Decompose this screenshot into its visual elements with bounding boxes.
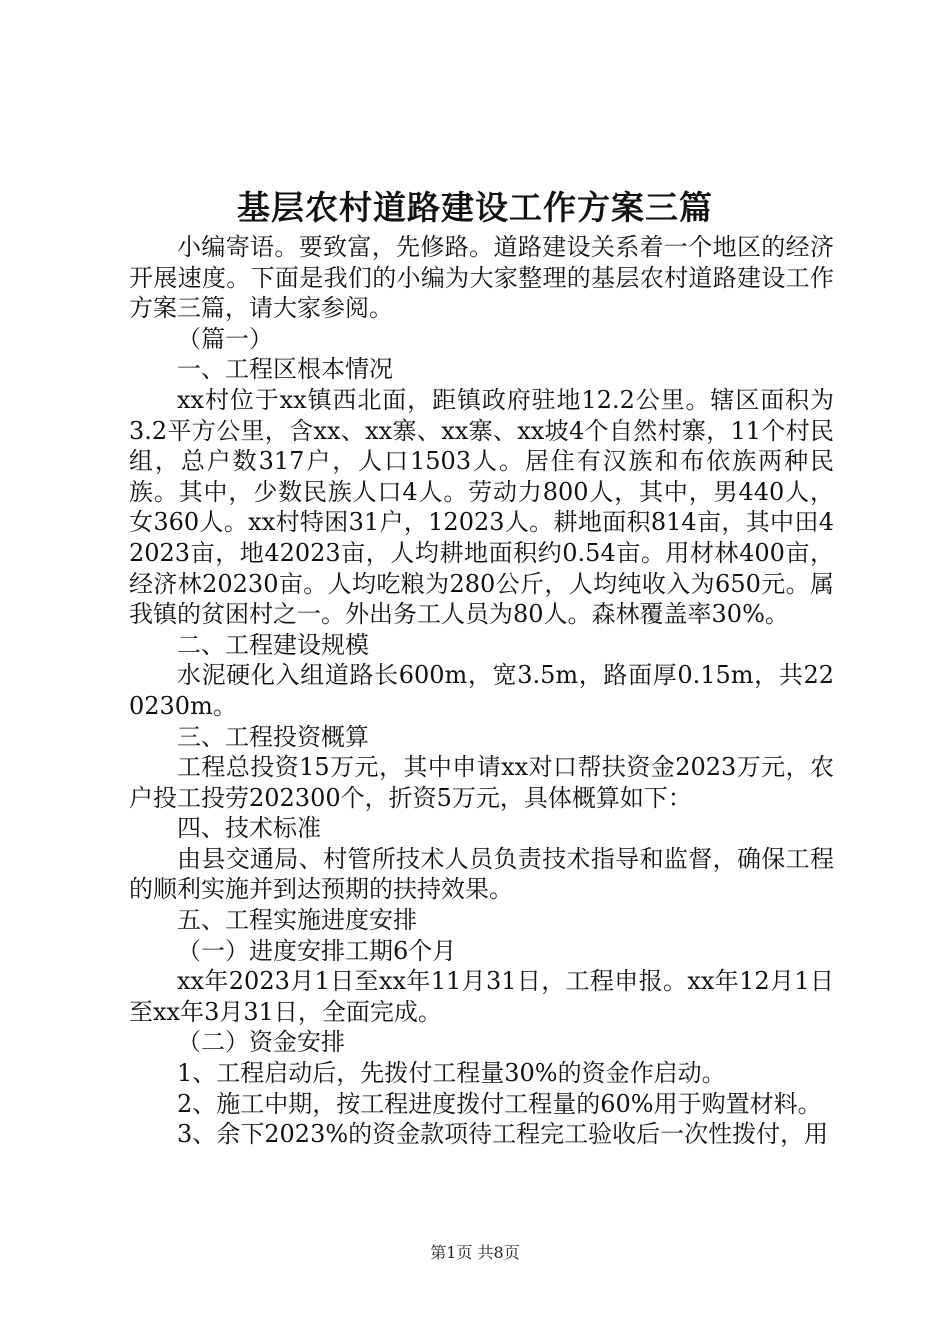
page-number-footer: 第1页 共8页 — [430, 1243, 520, 1262]
document-body — [129, 232, 834, 1150]
paragraph-investment: 工程总投资15万元，其中申请xx对口帮扶资金2023万元，农户投工投劳202300个，折资5万元，具体概算如下： — [129, 753, 834, 812]
paragraph-construction-scale: 水泥硬化入组道路长600m，宽3.5m，路面厚0.15m，共220230m。 — [129, 661, 834, 720]
subheading-schedule-period: （一）进度安排工期6个月 — [177, 936, 457, 965]
heading-technical-standard: 四、技术标准 — [177, 814, 321, 843]
paragraph-intro: 小编寄语。要致富，先修路。道路建设关系着一个地区的经济开展速度。下面是我们的小编为大家整理的基层农村道路建设工作方案三篇，请大家参阅。 — [129, 233, 834, 323]
heading-construction-scale: 二、工程建设规模 — [177, 630, 369, 659]
heading-project-overview: 一、工程区根本情况 — [177, 355, 393, 384]
page-title: 基层农村道路建设工作方案三篇 — [237, 188, 713, 227]
list-item-funding-3: 3、余下2023%的资金款项待工程完工验收后一次性拨付，用 — [177, 1120, 829, 1149]
heading-investment-estimate: 三、工程投资概算 — [177, 722, 369, 751]
section-label-part-one: （篇一） — [177, 324, 273, 353]
paragraph-schedule-dates: xx年2023月1日至xx年11月31日，工程申报。xx年12月1日至xx年3月31日，全面完成。 — [129, 967, 834, 1026]
heading-schedule: 五、工程实施进度安排 — [177, 906, 417, 935]
list-item-funding-2: 2、施工中期，按工程进度拨付工程量的60%用于购置材料。 — [177, 1089, 822, 1118]
paragraph-technical-standard: 由县交通局、村管所技术人员负责技术指导和监督，确保工程的顺利实施并到达预期的扶持效果。 — [129, 844, 834, 904]
list-item-funding-1: 1、工程启动后，先拨付工程量30%的资金作启动。 — [177, 1059, 726, 1088]
paragraph-village-info: xx村位于xx镇西北面，距镇政府驻地12.2公里。辖区面积为3.2平方公里，含xx、xx寨、xx寨、xx坡4个自然村寨，11个村民组，总户数317户，人口1503人。居住有汉族和布依族两种民族。其中，少数民族人口4人。劳动力800人，其中，男440人，女360人。xx村特困31户，12023人。耕地面积814亩，其中田42023亩，地42023亩，人均耕地面积约0.54亩。用材林400亩，经济林20230亩。人均吃粮为280公斤，人均纯收入为650元。属我镇的贫困村之一。外出务工人员为80人。森林覆盖率30%。 — [129, 385, 834, 629]
subheading-funding: （二）资金安排 — [177, 1028, 345, 1057]
